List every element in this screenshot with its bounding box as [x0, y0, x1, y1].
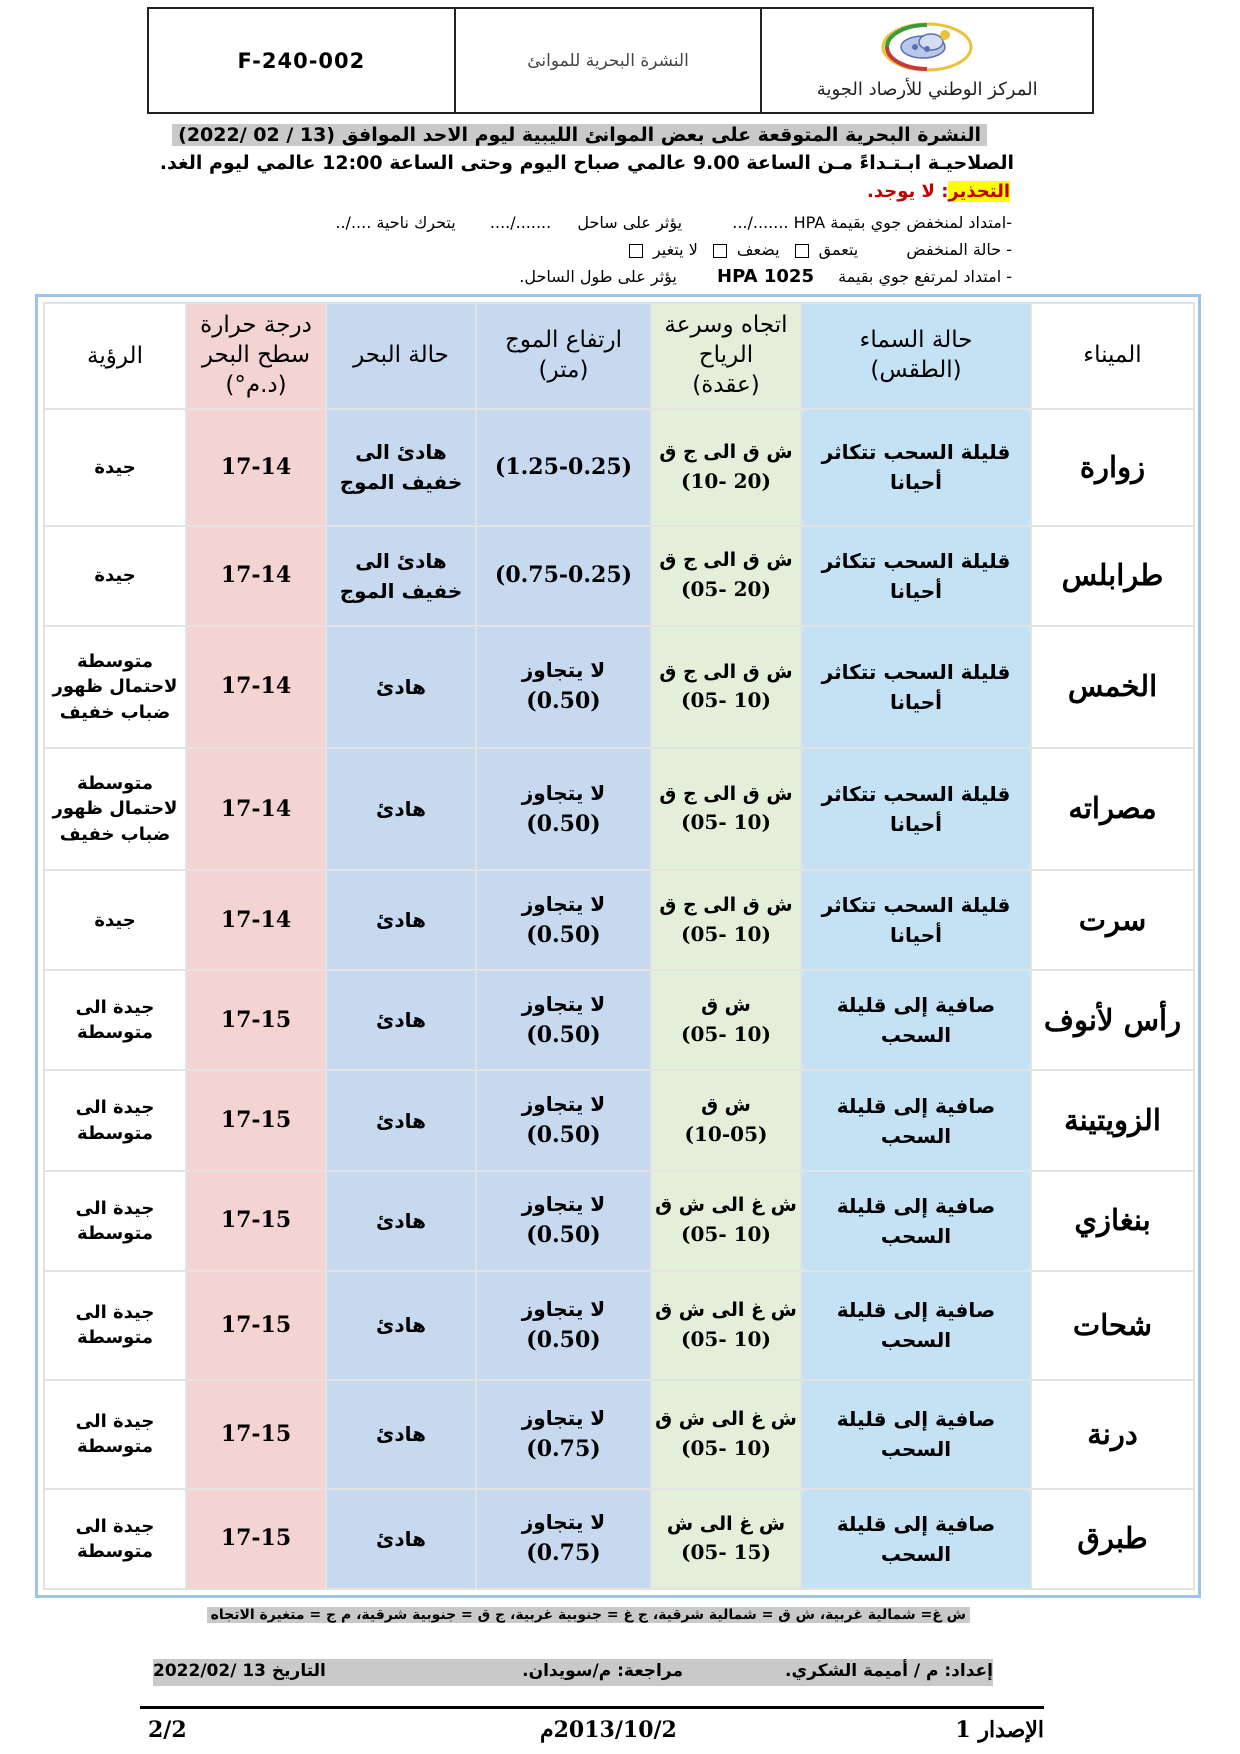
wind-direction-speed: ش ق (10-05) — [651, 1070, 801, 1170]
low-affects-label: يؤثر على ساحل — [577, 213, 683, 232]
table-row — [44, 1271, 1194, 1380]
sea-state: هادئ — [326, 1070, 476, 1170]
visibility: متوسطة لاحتمال ظهور ضباب خفيف — [44, 748, 186, 870]
port-name: الخمس — [1031, 626, 1194, 748]
weather-logo-icon — [879, 21, 975, 73]
bulletin-name: النشرة البحرية للموانئ — [454, 9, 761, 112]
table-header-row — [44, 303, 1194, 409]
wave-height: لا يتجاوز (0.50) — [476, 970, 651, 1070]
low-moves: يتحرك ناحية ..../.. — [335, 213, 456, 232]
document-header — [147, 7, 1094, 114]
sea-state: هادئ — [326, 1489, 476, 1589]
wave-height: لا يتجاوز (0.75) — [476, 1489, 651, 1589]
sky-condition: صافية إلى قليلة السحب — [801, 1171, 1031, 1271]
sky-condition: صافية إلى قليلة السحب — [801, 1380, 1031, 1489]
wind-direction-speed: ش غ الى ش ق (10 -05) — [651, 1271, 801, 1380]
visibility: جيدة الى متوسطة — [44, 1380, 186, 1489]
weakens-checkbox[interactable] — [713, 244, 727, 258]
footer-date: التاريخ 13 /2022/02 — [153, 1661, 326, 1681]
sky-condition: قليلة السحب تتكاثر أحيانا — [801, 870, 1031, 970]
port-name: زوارة — [1031, 409, 1194, 526]
wave-height: (1.25-0.25) — [476, 409, 651, 526]
high-pressure-value: 1025 HPA — [717, 266, 814, 287]
edition-number: الإصدار 1 — [955, 1717, 1044, 1743]
sky-condition: قليلة السحب تتكاثر أحيانا — [801, 526, 1031, 626]
low-pressure-extension: -امتداد لمنخفض جوي بقيمة HPA ......./... — [732, 213, 1012, 232]
header-sea: حالة البحر — [326, 303, 476, 409]
visibility: جيدة — [44, 526, 186, 626]
port-name: شحات — [1031, 1271, 1194, 1380]
wave-height: لا يتجاوز (0.75) — [476, 1380, 651, 1489]
wave-height: لا يتجاوز (0.50) — [476, 626, 651, 748]
sky-condition: صافية إلى قليلة السحب — [801, 1271, 1031, 1380]
table-row — [44, 1489, 1194, 1589]
sea-surface-temp: 17-15 — [186, 1489, 326, 1589]
sea-surface-temp: 17-14 — [186, 626, 326, 748]
visibility: جيدة الى متوسطة — [44, 970, 186, 1070]
sea-surface-temp: 17-15 — [186, 970, 326, 1070]
bulletin-title: النشرة البحرية المتوقعة على بعض الموانئ الليبية ليوم الاحد الموافق (13 / 02 /2022) — [172, 124, 987, 146]
visibility: جيدة الى متوسطة — [44, 1489, 186, 1589]
table-row — [44, 1171, 1194, 1271]
header-visibility: الرؤية — [44, 303, 186, 409]
sky-condition: صافية إلى قليلة السحب — [801, 1489, 1031, 1589]
sea-state: هادئ — [326, 626, 476, 748]
port-name: درنة — [1031, 1380, 1194, 1489]
low-state-line — [619, 240, 1012, 259]
port-name: مصراته — [1031, 748, 1194, 870]
table-row — [44, 626, 1194, 748]
sea-surface-temp: 17-15 — [186, 1271, 326, 1380]
sea-surface-temp: 17-14 — [186, 748, 326, 870]
sea-state: هادئ — [326, 748, 476, 870]
forecast-table-frame — [35, 294, 1201, 1598]
port-name: رأس لأنوف — [1031, 970, 1194, 1070]
low-affects-value: ......./.... — [489, 213, 552, 232]
header-sky: حالة السماء (الطقس) — [801, 303, 1031, 409]
sea-state: هادئ — [326, 970, 476, 1070]
wave-height: لا يتجاوز (0.50) — [476, 1271, 651, 1380]
header-port: الميناء — [1031, 303, 1194, 409]
sea-surface-temp: 17-14 — [186, 409, 326, 526]
sea-surface-temp: 17-15 — [186, 1380, 326, 1489]
abbreviation-legend: ش غ= شمالية غربية، ش ق = شمالية شرقية، ج غ = جنوبية غربية، ج ق = جنوبية شرقية، م ج = متغيرة الاتجاه — [207, 1607, 970, 1623]
issue-date: 2013/10/2م — [540, 1717, 677, 1743]
sky-condition: صافية إلى قليلة السحب — [801, 970, 1031, 1070]
high-pressure-extension: - امتداد لمرتفع جوي بقيمة — [838, 267, 1012, 286]
sea-state: هادئ — [326, 870, 476, 970]
validity-line: الصلاحيـة ابـتـداءً مـن الساعة 9.00 عالمي صباح اليوم وحتى الساعة 12:00 عالمي ليوم الغد. — [159, 152, 1014, 174]
warning-value: : لا يوجد. — [867, 181, 949, 202]
table-row — [44, 748, 1194, 870]
low-state-label: - حالة المنخفض — [906, 240, 1012, 259]
header-wind: اتجاه وسرعة الرياح (عقدة) — [651, 303, 801, 409]
sky-condition: قليلة السحب تتكاثر أحيانا — [801, 748, 1031, 870]
sea-state: هادئ — [326, 1271, 476, 1380]
prepared-by: إعداد: م / أميمة الشكري. — [785, 1661, 993, 1681]
wave-height: (0.75-0.25) — [476, 526, 651, 626]
low-pressure-line — [335, 213, 1012, 232]
reviewed-by: مراجعة: م/سويدان. — [522, 1661, 683, 1681]
table-row — [44, 526, 1194, 626]
port-name: بنغازي — [1031, 1171, 1194, 1271]
forecast-table — [43, 302, 1195, 1590]
wave-height: لا يتجاوز (0.50) — [476, 748, 651, 870]
wind-direction-speed: ش ق الى ج ق (20 -10) — [651, 409, 801, 526]
high-affects: يؤثر على طول الساحل. — [519, 267, 677, 286]
sea-surface-temp: 17-15 — [186, 1070, 326, 1170]
deepens-label: يتعمق — [818, 240, 859, 259]
unchanged-label: لا يتغير — [652, 240, 698, 259]
visibility: متوسطة لاحتمال ظهور ضباب خفيف — [44, 626, 186, 748]
header-wave: ارتفاع الموج (متر) — [476, 303, 651, 409]
wind-direction-speed: ش غ الى ش ق (10 -05) — [651, 1380, 801, 1489]
deepens-checkbox[interactable] — [795, 244, 809, 258]
sea-state: هادئ — [326, 1171, 476, 1271]
signature-footer — [153, 1659, 993, 1686]
wind-direction-speed: ش ق الى ج ق (20 -05) — [651, 526, 801, 626]
port-name: الزويتينة — [1031, 1070, 1194, 1170]
visibility: جيدة — [44, 870, 186, 970]
sea-state: هادئ — [326, 1380, 476, 1489]
sky-condition: صافية إلى قليلة السحب — [801, 1070, 1031, 1170]
port-name: طرابلس — [1031, 526, 1194, 626]
visibility: جيدة — [44, 409, 186, 526]
wind-direction-speed: ش ق الى ج ق (10 -05) — [651, 748, 801, 870]
port-name: سرت — [1031, 870, 1194, 970]
high-pressure-line — [519, 266, 1012, 287]
wind-direction-speed: ش ق (10 -05) — [651, 970, 801, 1070]
sea-surface-temp: 17-15 — [186, 1171, 326, 1271]
wind-direction-speed: ش ق الى ج ق (10 -05) — [651, 626, 801, 748]
sky-condition: قليلة السحب تتكاثر أحيانا — [801, 626, 1031, 748]
wave-height: لا يتجاوز (0.50) — [476, 870, 651, 970]
sky-condition: قليلة السحب تتكاثر أحيانا — [801, 409, 1031, 526]
table-row — [44, 970, 1194, 1070]
table-row — [44, 1070, 1194, 1170]
table-row — [44, 409, 1194, 526]
sea-surface-temp: 17-14 — [186, 870, 326, 970]
wind-direction-speed: ش غ الى ش (15 -05) — [651, 1489, 801, 1589]
visibility: جيدة الى متوسطة — [44, 1171, 186, 1271]
header-temp: درجة حرارة سطح البحر (د.م°) — [186, 303, 326, 409]
table-row — [44, 1380, 1194, 1489]
sea-state: هادئ الى خفيف الموج — [326, 409, 476, 526]
port-name: طبرق — [1031, 1489, 1194, 1589]
table-row — [44, 870, 1194, 970]
warning-line — [867, 181, 1010, 202]
warning-label: التحذير — [948, 181, 1010, 202]
unchanged-checkbox[interactable] — [629, 244, 643, 258]
visibility: جيدة الى متوسطة — [44, 1070, 186, 1170]
wave-height: لا يتجاوز (0.50) — [476, 1171, 651, 1271]
organization-block — [760, 9, 1092, 112]
page-number: 2/2 — [148, 1717, 187, 1743]
wave-height: لا يتجاوز (0.50) — [476, 1070, 651, 1170]
visibility: جيدة الى متوسطة — [44, 1271, 186, 1380]
bottom-divider — [140, 1706, 1044, 1709]
sea-surface-temp: 17-14 — [186, 526, 326, 626]
form-code: F-240-002 — [237, 48, 366, 73]
sea-state: هادئ الى خفيف الموج — [326, 526, 476, 626]
organization-name: المركز الوطني للأرصاد الجوية — [816, 79, 1038, 100]
wind-direction-speed: ش غ الى ش ق (10 -05) — [651, 1171, 801, 1271]
wind-direction-speed: ش ق الى ج ق (10 -05) — [651, 870, 801, 970]
weakens-label: يضعف — [736, 240, 780, 259]
